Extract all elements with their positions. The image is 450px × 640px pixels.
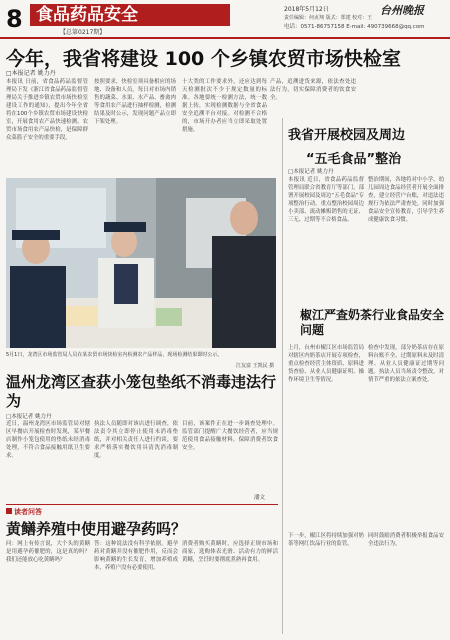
lead-body-col-4: 产品，追溯进货来源，依法查处违法行为，切实保障消费者的饮食安全。 bbox=[270, 79, 356, 101]
lead-headline: 今年，我省将建设 100 个乡镇农贸市场快检室 bbox=[6, 48, 401, 70]
school-body-col-2: 整治期间，各地将对中小学、幼儿园周边食品经营者开展全面排查，建立经营户台账，对违法违规行为依法严肃查处，同时加强食品安全宣传教育，引导学生养成健康饮食习惯。 bbox=[368, 177, 444, 223]
page-number: 8 bbox=[6, 5, 23, 33]
wenzhou-body-col-3: 目前，该案件正在进一步调查处理中。监管部门提醒广大餐饮经营者，应当规范使用食品接触材料，保障消费者饮食安全。 bbox=[182, 421, 278, 451]
photo-caption: 5月1日，龙湾区市场监管局人员在某农贸市场快检室内检测农产品样品，现场检测结果即时公示。 bbox=[6, 352, 223, 358]
publication-date: 2018年5月12日 bbox=[284, 6, 329, 13]
eel-body-col-3: 消费者购买黄鳝时，应选择正规市场和商家，选购体表光滑、活动有力的鲜活黄鳝，烹饪时要彻底煮熟再食用。 bbox=[182, 541, 278, 563]
eel-story-headline: 黄鳝养殖中使用避孕药吗？ bbox=[6, 520, 187, 538]
tea-story-headline: 椒江严查奶茶行业食品安全问题 bbox=[300, 308, 445, 337]
lead-byline: □本报记者 姚力丹 bbox=[6, 70, 56, 77]
wenzhou-story-byline: □本报记者 姚力丹 bbox=[6, 414, 52, 420]
school-story-headline: 我省开展校园及周边 bbox=[288, 128, 406, 143]
school-story-headline-2: “五毛食品”整治 bbox=[306, 152, 402, 167]
wenzhou-story-headline: 温州龙湾区查获小笼包垫纸不消毒违法行为 bbox=[6, 373, 277, 410]
lead-body-col-3: 十大类的工作要求外，还应达到每天检测批次不少于规定数量的标准。各地要统一检测方法，统一数据上传，实现检测数据与全省食品安全追溯平台对接。对检测不合格的，市场开办者应当立即采取处置措施。 bbox=[182, 79, 267, 133]
wenzhou-story-credit: 潘文 bbox=[254, 495, 266, 501]
wenzhou-body-col-2: 执法人员随即对该店进行调查，依法责令其立即停止使用未消毒垫纸，并对相关责任人进行约谈，要求严格落实餐饮用具清洗消毒制度。 bbox=[94, 421, 178, 459]
tea-body-col-3: 下一步，椒江区将持续加强对奶茶等网红饮品行业的监管。 bbox=[288, 533, 364, 547]
section-rule bbox=[6, 504, 278, 505]
school-body-col-1: 本报讯 近日，省食品药品监督管理局联合省教育厅等部门，部署开展校园及周边“五毛食品”专项整治行动，重点整治校园周边小卖部、流动摊贩销售的无证、三无、过期等不合格食品。 bbox=[288, 177, 364, 223]
newspaper-logo: 台州晚报 bbox=[380, 4, 424, 17]
eel-body-col-1: 问：网上有传言说，大个头的黄鳝是用避孕药催肥的，这是真的吗？我们还能放心吃黄鳝吗？ bbox=[6, 541, 90, 563]
news-photo bbox=[6, 178, 276, 348]
eel-body-col-2: 答：这种说法没有科学依据。避孕药对黄鳝并没有催肥作用，反而会影响黄鳝的生长发育，增加养殖成本，养殖户没有必要使用。 bbox=[94, 541, 178, 571]
section-title: 食品药品安全 bbox=[36, 5, 138, 25]
issue-number: 【总第0217期】 bbox=[60, 29, 106, 36]
lead-body-col-2: 按照要求，快检室须具备相应的场地、设备和人员，每日对市场内销售的蔬菜、水果、水产品、畜禽肉等食用农产品进行抽样检测，检测结果及时公示，发现问题产品立即下架处理。 bbox=[94, 79, 176, 125]
column-divider bbox=[282, 118, 283, 634]
tea-body-col-2: 检查中发现，部分奶茶店存在原料台账不全、过期原料未及时清理、从业人员健康证过期等问题。执法人员当场责令整改，对情节严重的依法立案查处。 bbox=[368, 345, 444, 383]
school-story-byline: □本报记者 姚力丹 bbox=[288, 169, 334, 175]
editor-credits: 责任编辑：何贞翔 版式：郑建 校对：王 bbox=[284, 15, 373, 21]
header-rule bbox=[0, 37, 450, 39]
reader-qa-tag: 读者问答 bbox=[14, 508, 42, 516]
photo-credit: 江友富 王凯民 摄 bbox=[236, 363, 275, 369]
tea-body-col-4: 同时鼓励消费者积极举报食品安全违法行为。 bbox=[368, 533, 444, 547]
contact-info: 电话：0571-86757158 E-mail: 490739668@qq.com bbox=[284, 24, 425, 30]
wenzhou-body-col-1: 近日，温州龙湾区市场监管局对辖区早餐店开展检查时发现，某早餐店制作小笼包使用的垫纸未经消毒处理，不符合食品接触用纸卫生要求。 bbox=[6, 421, 90, 459]
tag-marker-icon bbox=[6, 508, 12, 514]
lead-body-col-1: 本报讯 日前，省食品药品监督管理局下发《浙江省食品药品监督管理局关于推进乡镇农贸市场快检室建设工作的通知》，提出今年全省将在100个乡镇农贸市场建设快检室，开展食用农产品快速检测。农贸市场食用农产品快检，是保障群众菜篮子安全的重要手段。 bbox=[6, 79, 88, 141]
tea-body-col-1: 上月，台州市椒江区市场监管局对辖区内奶茶店开展专项检查，重点检查经营主体资质、原料进货查验、从业人员健康证明、操作环境卫生等情况。 bbox=[288, 345, 364, 383]
